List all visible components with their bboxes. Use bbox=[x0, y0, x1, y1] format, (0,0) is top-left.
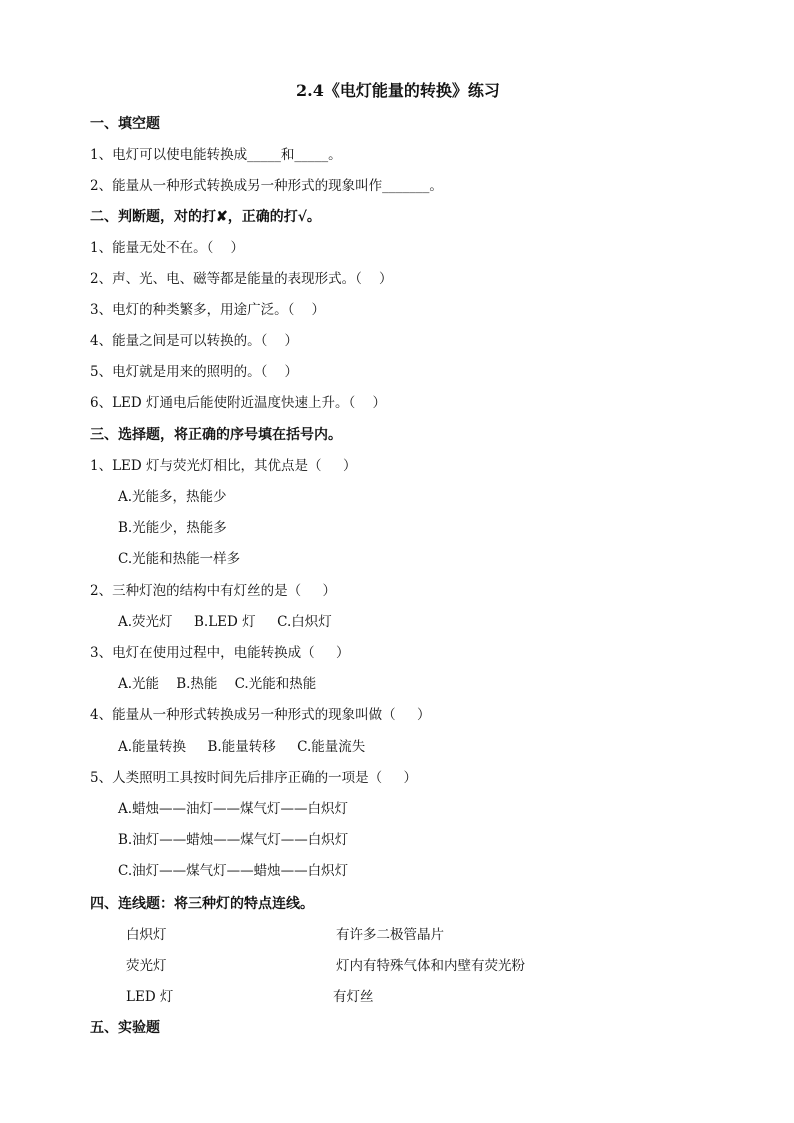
section-heading-matching: 四、连线题：将三种灯的特点连线。 bbox=[90, 896, 314, 912]
section-heading-experiment: 五、实验题 bbox=[90, 1020, 160, 1036]
question-text: 1、能量无处不在。（ ） bbox=[90, 240, 245, 256]
question-text: 1、电灯可以使电能转换成_____和_____。 bbox=[90, 147, 342, 163]
option-text: A.光能多，热能少 bbox=[118, 489, 227, 505]
question-text: 4、能量之间是可以转换的。（ ） bbox=[90, 333, 299, 349]
matching-left-item: 荧光灯 bbox=[126, 958, 167, 974]
question-text: 6、LED 灯通电后能使附近温度快速上升。（ ） bbox=[90, 395, 386, 411]
option-text: B.油灯——蜡烛——煤气灯——白炽灯 bbox=[118, 832, 349, 848]
page-title: 2.4《电灯能量的转换》练习 bbox=[296, 81, 500, 100]
option-text: A.荧光灯 B.LED 灯 C.白炽灯 bbox=[118, 614, 332, 630]
section-heading-fill-blank: 一、填空题 bbox=[90, 116, 160, 132]
option-text: A.能量转换 B.能量转移 C.能量流失 bbox=[118, 739, 366, 755]
question-text: 1、LED 灯与荧光灯相比，其优点是（ ） bbox=[90, 458, 357, 474]
option-text: C.油灯——煤气灯——蜡烛——白炽灯 bbox=[118, 863, 349, 879]
question-text: 5、人类照明工具按时间先后排序正确的一项是（ ） bbox=[90, 770, 418, 786]
option-text: A.光能 B.热能 C.光能和热能 bbox=[118, 676, 317, 692]
matching-right-item: 有灯丝 bbox=[333, 989, 374, 1005]
matching-left-item: 白炽灯 bbox=[126, 927, 167, 943]
question-text: 3、电灯的种类繁多，用途广泛。（ ） bbox=[90, 302, 326, 318]
matching-right-item: 有许多二极管晶片 bbox=[336, 927, 444, 943]
option-text: B.光能少，热能多 bbox=[118, 520, 227, 536]
question-text: 4、能量从一种形式转换成另一种形式的现象叫做（ ） bbox=[90, 707, 431, 723]
question-text: 2、三种灯泡的结构中有灯丝的是（ ） bbox=[90, 583, 337, 599]
question-text: 5、电灯就是用来的照明的。（ ） bbox=[90, 364, 299, 380]
option-text: C.光能和热能一样多 bbox=[118, 551, 241, 567]
matching-left-item: LED 灯 bbox=[126, 989, 174, 1005]
section-heading-multiple-choice: 三、选择题，将正确的序号填在括号内。 bbox=[90, 427, 342, 443]
option-text: A.蜡烛——油灯——煤气灯——白炽灯 bbox=[118, 801, 349, 817]
question-text: 2、能量从一种形式转换成另一种形式的现象叫作_______。 bbox=[90, 178, 443, 194]
matching-right-item: 灯内有特殊气体和内壁有荧光粉 bbox=[336, 958, 525, 974]
section-heading-true-false: 二、判断题，对的打✘，正确的打√。 bbox=[90, 209, 321, 225]
question-text: 2、声、光、电、磁等都是能量的表现形式。（ ） bbox=[90, 271, 393, 287]
question-text: 3、电灯在使用过程中，电能转换成（ ） bbox=[90, 645, 350, 661]
